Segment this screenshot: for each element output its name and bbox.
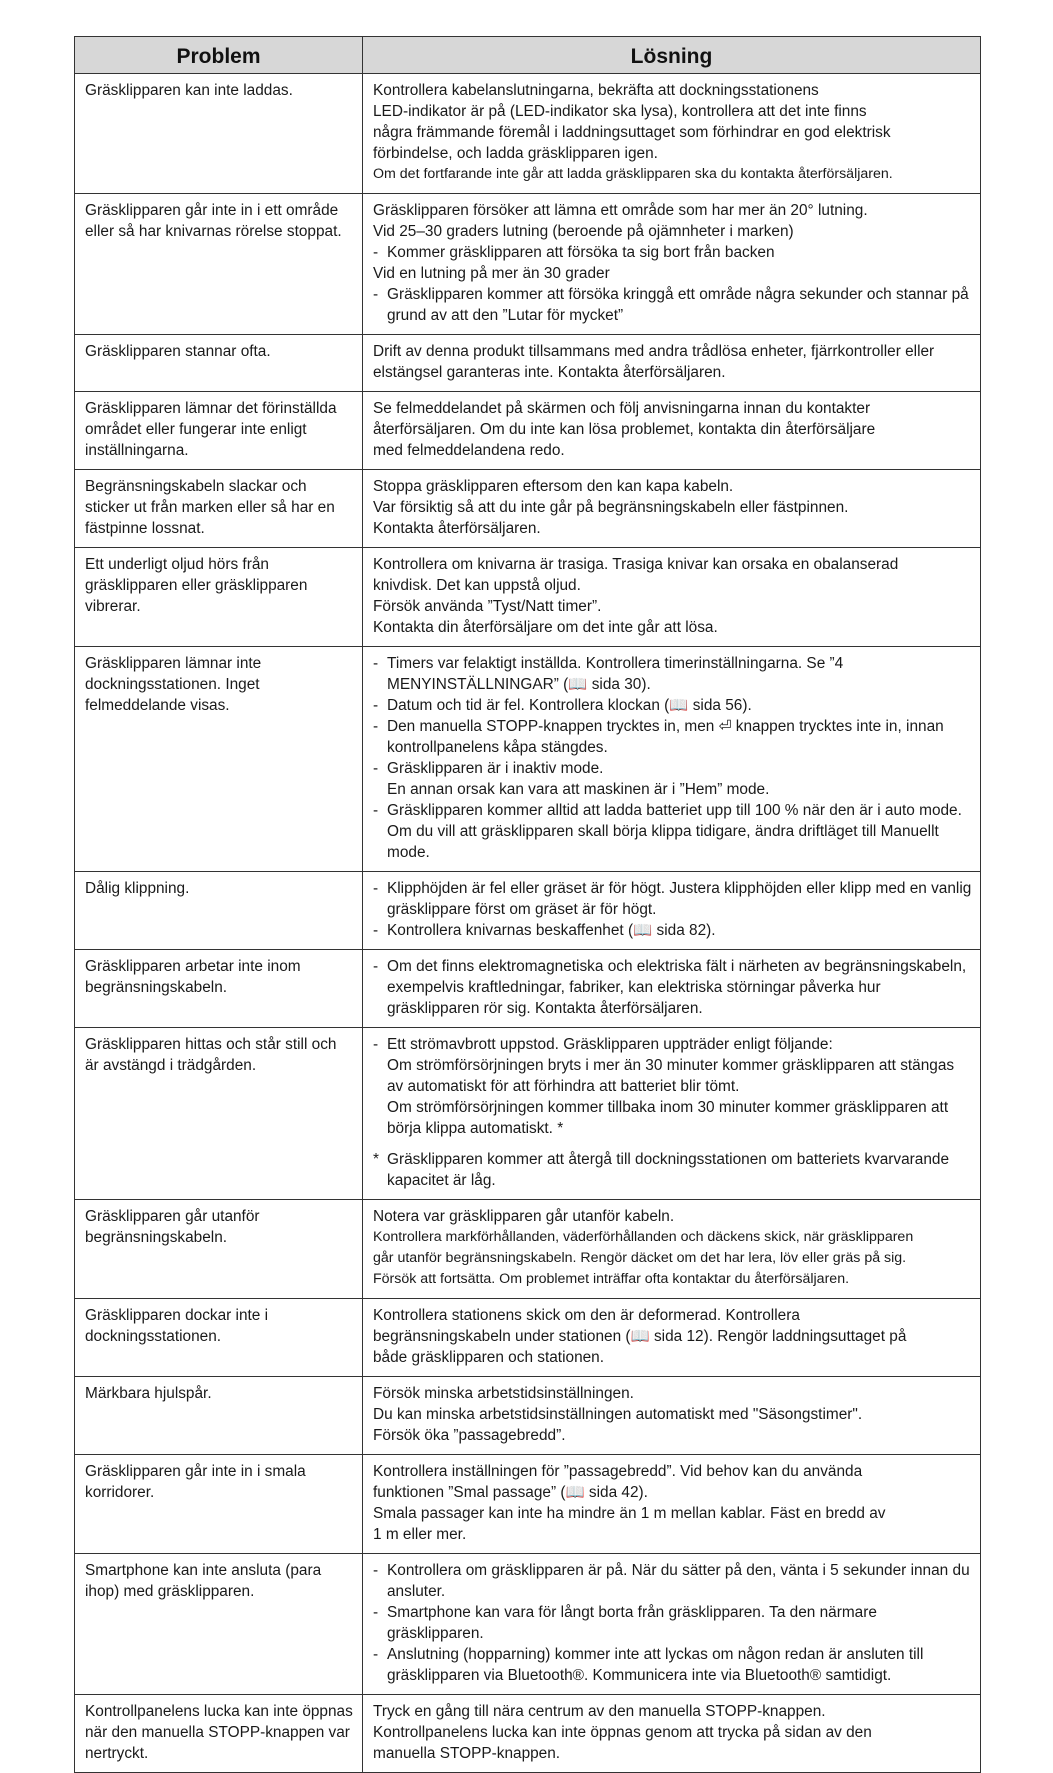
solution-line: LED-indikator är på (LED-indikator ska lysa), kontrollera att det inte finns	[373, 103, 867, 120]
troubleshooting-table	[74, 36, 981, 1773]
bullet-text: Gräsklipparen kommer att återgå till dockningsstationen om batteriets kvarvarande kapacitet är låg.	[387, 1151, 950, 1189]
solution-line: med felmeddelandena redo.	[373, 442, 565, 459]
problem-cell: Gräsklipparen arbetar inte inom begränsningskabeln.	[75, 950, 363, 1028]
bullet-text: Den manuella STOPP-knappen trycktes in, men ⏎ knappen trycktes inte in, innan kontrollpanelens kåpa stängdes.	[387, 718, 944, 756]
solution-line: funktionen ”Smal passage” (📖 sida 42).	[373, 1484, 648, 1501]
table-row	[75, 1695, 981, 1773]
problem-cell: Gräsklipparen stannar ofta.	[75, 335, 363, 392]
table-row	[75, 1299, 981, 1377]
solution-cell	[363, 392, 981, 470]
bullet-text: Ett strömavbrott uppstod. Gräsklipparen uppträder enligt följande:	[387, 1036, 833, 1053]
solution-cell	[363, 1455, 981, 1554]
solution-line: Vid en lutning på mer än 30 grader	[373, 265, 610, 282]
bullet-marker: -	[373, 655, 379, 672]
table-row	[75, 647, 981, 872]
bullet-marker: -	[373, 1036, 379, 1053]
solution-bullet	[373, 878, 972, 920]
solution-line: Kontrollera om knivarna är trasiga. Trasiga knivar kan orsaka en obalanserad	[373, 556, 899, 573]
solution-line: Smala passager kan inte ha mindre än 1 m mellan kablar. Fäst en bredd av	[373, 1505, 886, 1522]
bullet-marker: -	[373, 1562, 379, 1579]
solution-cell	[363, 470, 981, 548]
solution-bullet	[373, 800, 972, 863]
header-problem: Problem	[75, 37, 363, 74]
problem-cell: Märkbara hjulspår.	[75, 1377, 363, 1455]
table-row	[75, 1455, 981, 1554]
bullet-marker: -	[373, 697, 379, 714]
problem-cell: Gräsklipparen går inte in i smala korridorer.	[75, 1455, 363, 1554]
problem-cell: Ett underligt oljud hörs från gräsklipparen eller gräsklipparen vibrerar.	[75, 548, 363, 647]
solution-line: Försök öka ”passagebredd”.	[373, 1427, 566, 1444]
bullet-marker: *	[373, 1151, 379, 1168]
solution-cell	[363, 647, 981, 872]
bullet-text: Anslutning (hopparning) kommer inte att lyckas om någon redan är ansluten till gräsklipparen via Bluetooth®. Kommunicera inte via Bluetooth® samtidigt.	[387, 1646, 924, 1684]
bullet-marker: -	[373, 1646, 379, 1663]
table-row	[75, 548, 981, 647]
solution-line: Vid 25–30 graders lutning (beroende på ojämnheter i marken)	[373, 223, 794, 240]
bullet-text: Kontrollera knivarnas beskaffenhet (📖 sida 82).	[387, 922, 716, 939]
bullet-text: Kommer gräsklipparen att försöka ta sig bort från backen	[387, 244, 775, 261]
solution-bullet	[373, 716, 972, 758]
solution-line: Gräsklipparen försöker att lämna ett område som har mer än 20° lutning.	[373, 202, 868, 219]
solution-line: Kontakta din återförsäljare om det inte går att lösa.	[373, 619, 718, 636]
solution-bullet	[373, 242, 972, 263]
troubleshooting-table-container	[74, 36, 980, 1773]
table-row	[75, 1028, 981, 1200]
bullet-text: Kontrollera om gräsklipparen är på. När du sätter på den, vänta i 5 sekunder innan du ansluter.	[387, 1562, 970, 1600]
table-body	[75, 74, 981, 1773]
solution-cell	[363, 74, 981, 194]
bullet-marker: -	[373, 244, 379, 261]
solution-line: Notera var gräsklipparen går utanför kabeln.	[373, 1208, 675, 1225]
solution-line: knivdisk. Det kan uppstå oljud.	[373, 577, 581, 594]
bullet-marker: -	[373, 760, 379, 777]
solution-cell	[363, 548, 981, 647]
solution-bullet	[373, 956, 972, 1019]
bullet-text: Timers var felaktigt inställda. Kontrollera timerinställningarna. Se ”4 MENYINSTÄLLNINGAR” (📖 sida 30).	[387, 655, 844, 693]
solution-line: går utanför begränsningskabeln. Rengör däcket om det har lera, löv eller gräs på sig.	[373, 1250, 907, 1266]
solution-line: både gräsklipparen och stationen.	[373, 1349, 605, 1366]
solution-line: Om det fortfarande inte går att ladda gräsklipparen ska du kontakta återförsäljaren.	[373, 166, 893, 182]
solution-cell	[363, 194, 981, 335]
solution-line: 1 m eller mer.	[373, 1526, 467, 1543]
header-solution: Lösning	[363, 37, 981, 74]
bullet-text: Gräsklipparen kommer alltid att ladda batteriet upp till 100 % när den är i auto mode. Om du vill att gräsklipparen skall börja klippa tidigare, ändra driftläget till Manuellt mode.	[387, 802, 962, 861]
solution-line: Kontrollera kabelanslutningarna, bekräfta att dockningsstationens	[373, 82, 819, 99]
solution-bullet	[373, 1149, 972, 1191]
bullet-text: Smartphone kan vara för långt borta från gräsklipparen. Ta den närmare gräsklipparen.	[387, 1604, 877, 1642]
solution-line: Kontrollera inställningen för ”passagebredd”. Vid behov kan du använda	[373, 1463, 863, 1480]
table-row	[75, 392, 981, 470]
solution-continuation: En annan orsak kan vara att maskinen är i ”Hem” mode.	[387, 781, 770, 798]
table-row	[75, 1200, 981, 1299]
solution-bullet	[373, 695, 972, 716]
bullet-marker: -	[373, 958, 379, 975]
solution-line: Var försiktig så att du inte går på begränsningskabeln eller fästpinnen.	[373, 499, 849, 516]
solution-line: Drift av denna produkt tillsammans med andra trådlösa enheter, fjärrkontroller eller	[373, 343, 935, 360]
problem-cell: Gräsklipparen hittas och står still och är avstängd i trädgården.	[75, 1028, 363, 1200]
solution-cell	[363, 1299, 981, 1377]
solution-cell	[363, 950, 981, 1028]
problem-cell: Gräsklipparen lämnar det förinställda området eller fungerar inte enligt inställningarna.	[75, 392, 363, 470]
bullet-marker: -	[373, 286, 379, 303]
bullet-marker: -	[373, 718, 379, 735]
solution-line: Försök att fortsätta. Om problemet inträffar ofta kontaktar du återförsäljaren.	[373, 1271, 850, 1287]
bullet-text: Gräsklipparen kommer att försöka kringgå ett område några sekunder och stannar på grund av att den ”Lutar för mycket”	[387, 286, 969, 324]
solution-bullet	[373, 1560, 972, 1602]
solution-bullet	[373, 1602, 972, 1644]
solution-cell	[363, 1695, 981, 1773]
problem-cell: Begränsningskabeln slackar och sticker ut från marken eller så har en fästpinne lossnat.	[75, 470, 363, 548]
solution-line: Försök använda ”Tyst/Natt timer”.	[373, 598, 602, 615]
solution-line: Kontrollera stationens skick om den är deformerad. Kontrollera	[373, 1307, 800, 1324]
solution-line: återförsäljaren. Om du inte kan lösa problemet, kontakta din återförsäljare	[373, 421, 876, 438]
solution-line: förbindelse, och ladda gräsklipparen igen.	[373, 145, 658, 162]
bullet-text: Klipphöjden är fel eller gräset är för högt. Justera klipphöjden eller klipp med en vanlig gräsklippare först om gräset är för högt.	[387, 880, 972, 918]
problem-cell: Gräsklipparen går inte in i ett område eller så har knivarnas rörelse stoppat.	[75, 194, 363, 335]
solution-cell	[363, 1377, 981, 1455]
solution-line: Se felmeddelandet på skärmen och följ anvisningarna innan du kontakter	[373, 400, 871, 417]
bullet-text: Om det finns elektromagnetiska och elektriska fält i närheten av begränsningskabeln, exempelvis kraftledningar, fabriker, kan elektriska störningar påverka hur gräsklipparen rör sig. Kontakta återförsäljaren.	[387, 958, 967, 1017]
table-row	[75, 74, 981, 194]
bullet-marker: -	[373, 880, 379, 897]
solution-continuation: Om strömförsörjningen bryts i mer än 30 minuter kommer gräsklipparen att stängas av automatiskt för att förhindra att batteriet blir tömt.	[387, 1057, 955, 1095]
solution-bullet	[373, 653, 972, 695]
table-row	[75, 1554, 981, 1695]
solution-cell	[363, 1554, 981, 1695]
solution-continuation: Om strömförsörjningen kommer tillbaka inom 30 minuter kommer gräsklipparen att börja klippa automatiskt. *	[387, 1099, 949, 1137]
bullet-marker: -	[373, 922, 379, 939]
solution-cell	[363, 1200, 981, 1299]
solution-line: Kontrollera markförhållanden, väderförhållanden och däckens skick, när gräsklipparen	[373, 1229, 914, 1245]
solution-line: Stoppa gräsklipparen eftersom den kan kapa kabeln.	[373, 478, 734, 495]
spacer	[373, 1139, 972, 1149]
solution-line: några främmande föremål i laddningsuttaget som förhindrar en god elektrisk	[373, 124, 891, 141]
table-row	[75, 872, 981, 950]
solution-line: elstängsel garanteras inte. Kontakta återförsäljaren.	[373, 364, 726, 381]
solution-cell	[363, 872, 981, 950]
problem-cell: Dålig klippning.	[75, 872, 363, 950]
problem-cell: Gräsklipparen lämnar inte dockningsstationen. Inget felmeddelande visas.	[75, 647, 363, 872]
bullet-text: Gräsklipparen är i inaktiv mode.	[387, 760, 604, 777]
problem-cell: Gräsklipparen går utanför begränsningskabeln.	[75, 1200, 363, 1299]
solution-cell	[363, 335, 981, 392]
problem-cell: Smartphone kan inte ansluta (para ihop) med gräsklipparen.	[75, 1554, 363, 1695]
bullet-text: Datum och tid är fel. Kontrollera klockan (📖 sida 56).	[387, 697, 752, 714]
solution-bullet	[373, 920, 972, 941]
problem-cell: Gräsklipparen dockar inte i dockningsstationen.	[75, 1299, 363, 1377]
solution-cell	[363, 1028, 981, 1200]
solution-bullet	[373, 758, 972, 779]
problem-cell: Kontrollpanelens lucka kan inte öppnas när den manuella STOPP-knappen var nertryckt.	[75, 1695, 363, 1773]
table-row	[75, 950, 981, 1028]
solution-line: Kontakta återförsäljaren.	[373, 520, 541, 537]
solution-line: begränsningskabeln under stationen (📖 sida 12). Rengör laddningsuttaget på	[373, 1328, 907, 1345]
table-row	[75, 470, 981, 548]
solution-bullet	[373, 1034, 972, 1055]
solution-line: manuella STOPP-knappen.	[373, 1745, 561, 1762]
solution-bullet	[373, 284, 972, 326]
solution-line: Tryck en gång till nära centrum av den manuella STOPP-knappen.	[373, 1703, 826, 1720]
table-header-row	[75, 37, 981, 74]
solution-bullet	[373, 1644, 972, 1686]
problem-cell: Gräsklipparen kan inte laddas.	[75, 74, 363, 194]
bullet-marker: -	[373, 1604, 379, 1621]
solution-line: Du kan minska arbetstidsinställningen automatiskt med "Säsongstimer".	[373, 1406, 863, 1423]
solution-line: Försök minska arbetstidsinställningen.	[373, 1385, 634, 1402]
bullet-marker: -	[373, 802, 379, 819]
table-row	[75, 335, 981, 392]
table-row	[75, 194, 981, 335]
table-row	[75, 1377, 981, 1455]
solution-line: Kontrollpanelens lucka kan inte öppnas genom att trycka på sidan av den	[373, 1724, 872, 1741]
